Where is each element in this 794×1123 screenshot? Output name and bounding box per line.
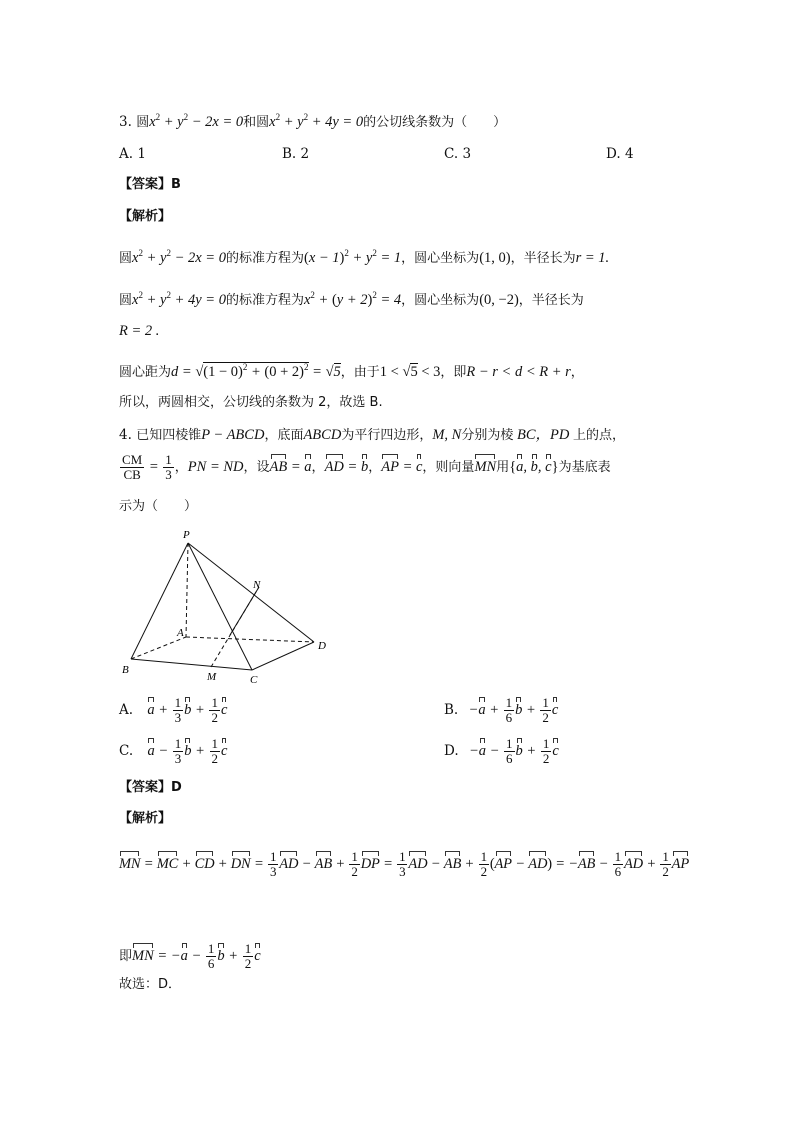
equation-circle-2: $x^2 + y^2 + 4y = 0$	[269, 112, 364, 130]
question-number: 4.	[119, 427, 132, 443]
q4-option-c[interactable]: C. a − $\frac{1}{3}$ b + $\frac{1}{2}$ c	[119, 736, 228, 766]
q3-option-b[interactable]: B. 2	[282, 146, 310, 162]
label-b: B	[122, 664, 129, 676]
q4-option-d[interactable]: D. −a − $\frac{1}{6}$ b + $\frac{1}{2}$ c	[444, 736, 559, 766]
q4-analysis-heading: 【解析】	[119, 811, 172, 826]
q3-conclusion: 所以，两圆相交，公切线的条数为 2，故选 B.	[119, 395, 383, 410]
q3-answer: 【答案】B	[119, 177, 181, 192]
q4-option-a[interactable]: A. a + $\frac{1}{3}$ b + $\frac{1}{2}$ c	[119, 695, 228, 725]
q3-analysis-line-2: 圆$x^2 + y^2 + 4y = 0$的标准方程为$x^2 + (y + 2)^2 = 4$，圆心坐标为(0, −2)，半径长为	[119, 290, 584, 308]
q3-analysis-line-1: 圆$x^2 + y^2 - 2x = 0$的标准方程为$(x - 1)^2 + y^2 = 1$，圆心坐标为(1, 0)，半径长为r = 1.	[119, 248, 610, 266]
q3-stem: 3. 圆$x^2 + y^2 - 2x = 0$和圆$x^2 + y^2 + 4y = 0$的公切线条数为（ ）	[119, 112, 507, 130]
label-m: M	[207, 671, 217, 683]
q4-stem-line-3: 示为（ ）	[119, 499, 198, 514]
q4-conclusion: 故选：D．	[119, 977, 182, 992]
pyramid-figure	[118, 525, 338, 685]
label-a: A	[177, 627, 184, 639]
equation-circle-1: $x^2 + y^2 - 2x = 0$	[149, 112, 244, 130]
q4-answer: 【答案】D	[119, 780, 182, 795]
q3-option-d[interactable]: D. 4	[606, 146, 634, 162]
label-n: N	[253, 579, 261, 591]
q3-analysis-line-4: 圆心距为$d = √(1 - 0)^2 + (0 + 2)^2 = √5$，由于1 < √5 < 3，即R − r < d < R + r，	[119, 362, 584, 380]
q4-stem: 4. 已知四棱锥P − ABCD，底面ABCD为平行四边形，M, N分别为棱 BC，PD 上的点，	[119, 427, 625, 443]
label-c: C	[250, 674, 258, 685]
label-d: D	[318, 640, 326, 652]
q4-derivation: MN = MC + CD + DN = $\frac{1}{3}$ AD − AB + $\frac{1}{2}$ DP = $\frac{1}{3}$ AD − AB + $\frac{1}{2}$ (AP − AD) = −AB − $\frac{1}{6}$ AD + $\frac{1}{2}$ AP	[119, 849, 689, 879]
q3-option-a[interactable]: A. 1	[119, 146, 146, 162]
q3-analysis-line-3: R = 2 .	[119, 323, 160, 339]
question-number: 3.	[119, 114, 132, 130]
q3-option-c[interactable]: C. 3	[444, 146, 472, 162]
q4-option-b[interactable]: B. −a + $\frac{1}{6}$ b + $\frac{1}{2}$ c	[444, 695, 559, 725]
q3-analysis-heading: 【解析】	[119, 209, 172, 224]
label-p: P	[183, 529, 190, 541]
q4-result: 即MN = −a − $\frac{1}{6}$ b + $\frac{1}{2}$ c	[119, 941, 261, 971]
q4-stem-line-2: $\frac{CM}{CB}$ = $\frac{1}{3}$ ，PN = ND，设AB = a，AD = b，AP = c，则向量MN用{a, b, c}为基底表	[122, 452, 611, 482]
